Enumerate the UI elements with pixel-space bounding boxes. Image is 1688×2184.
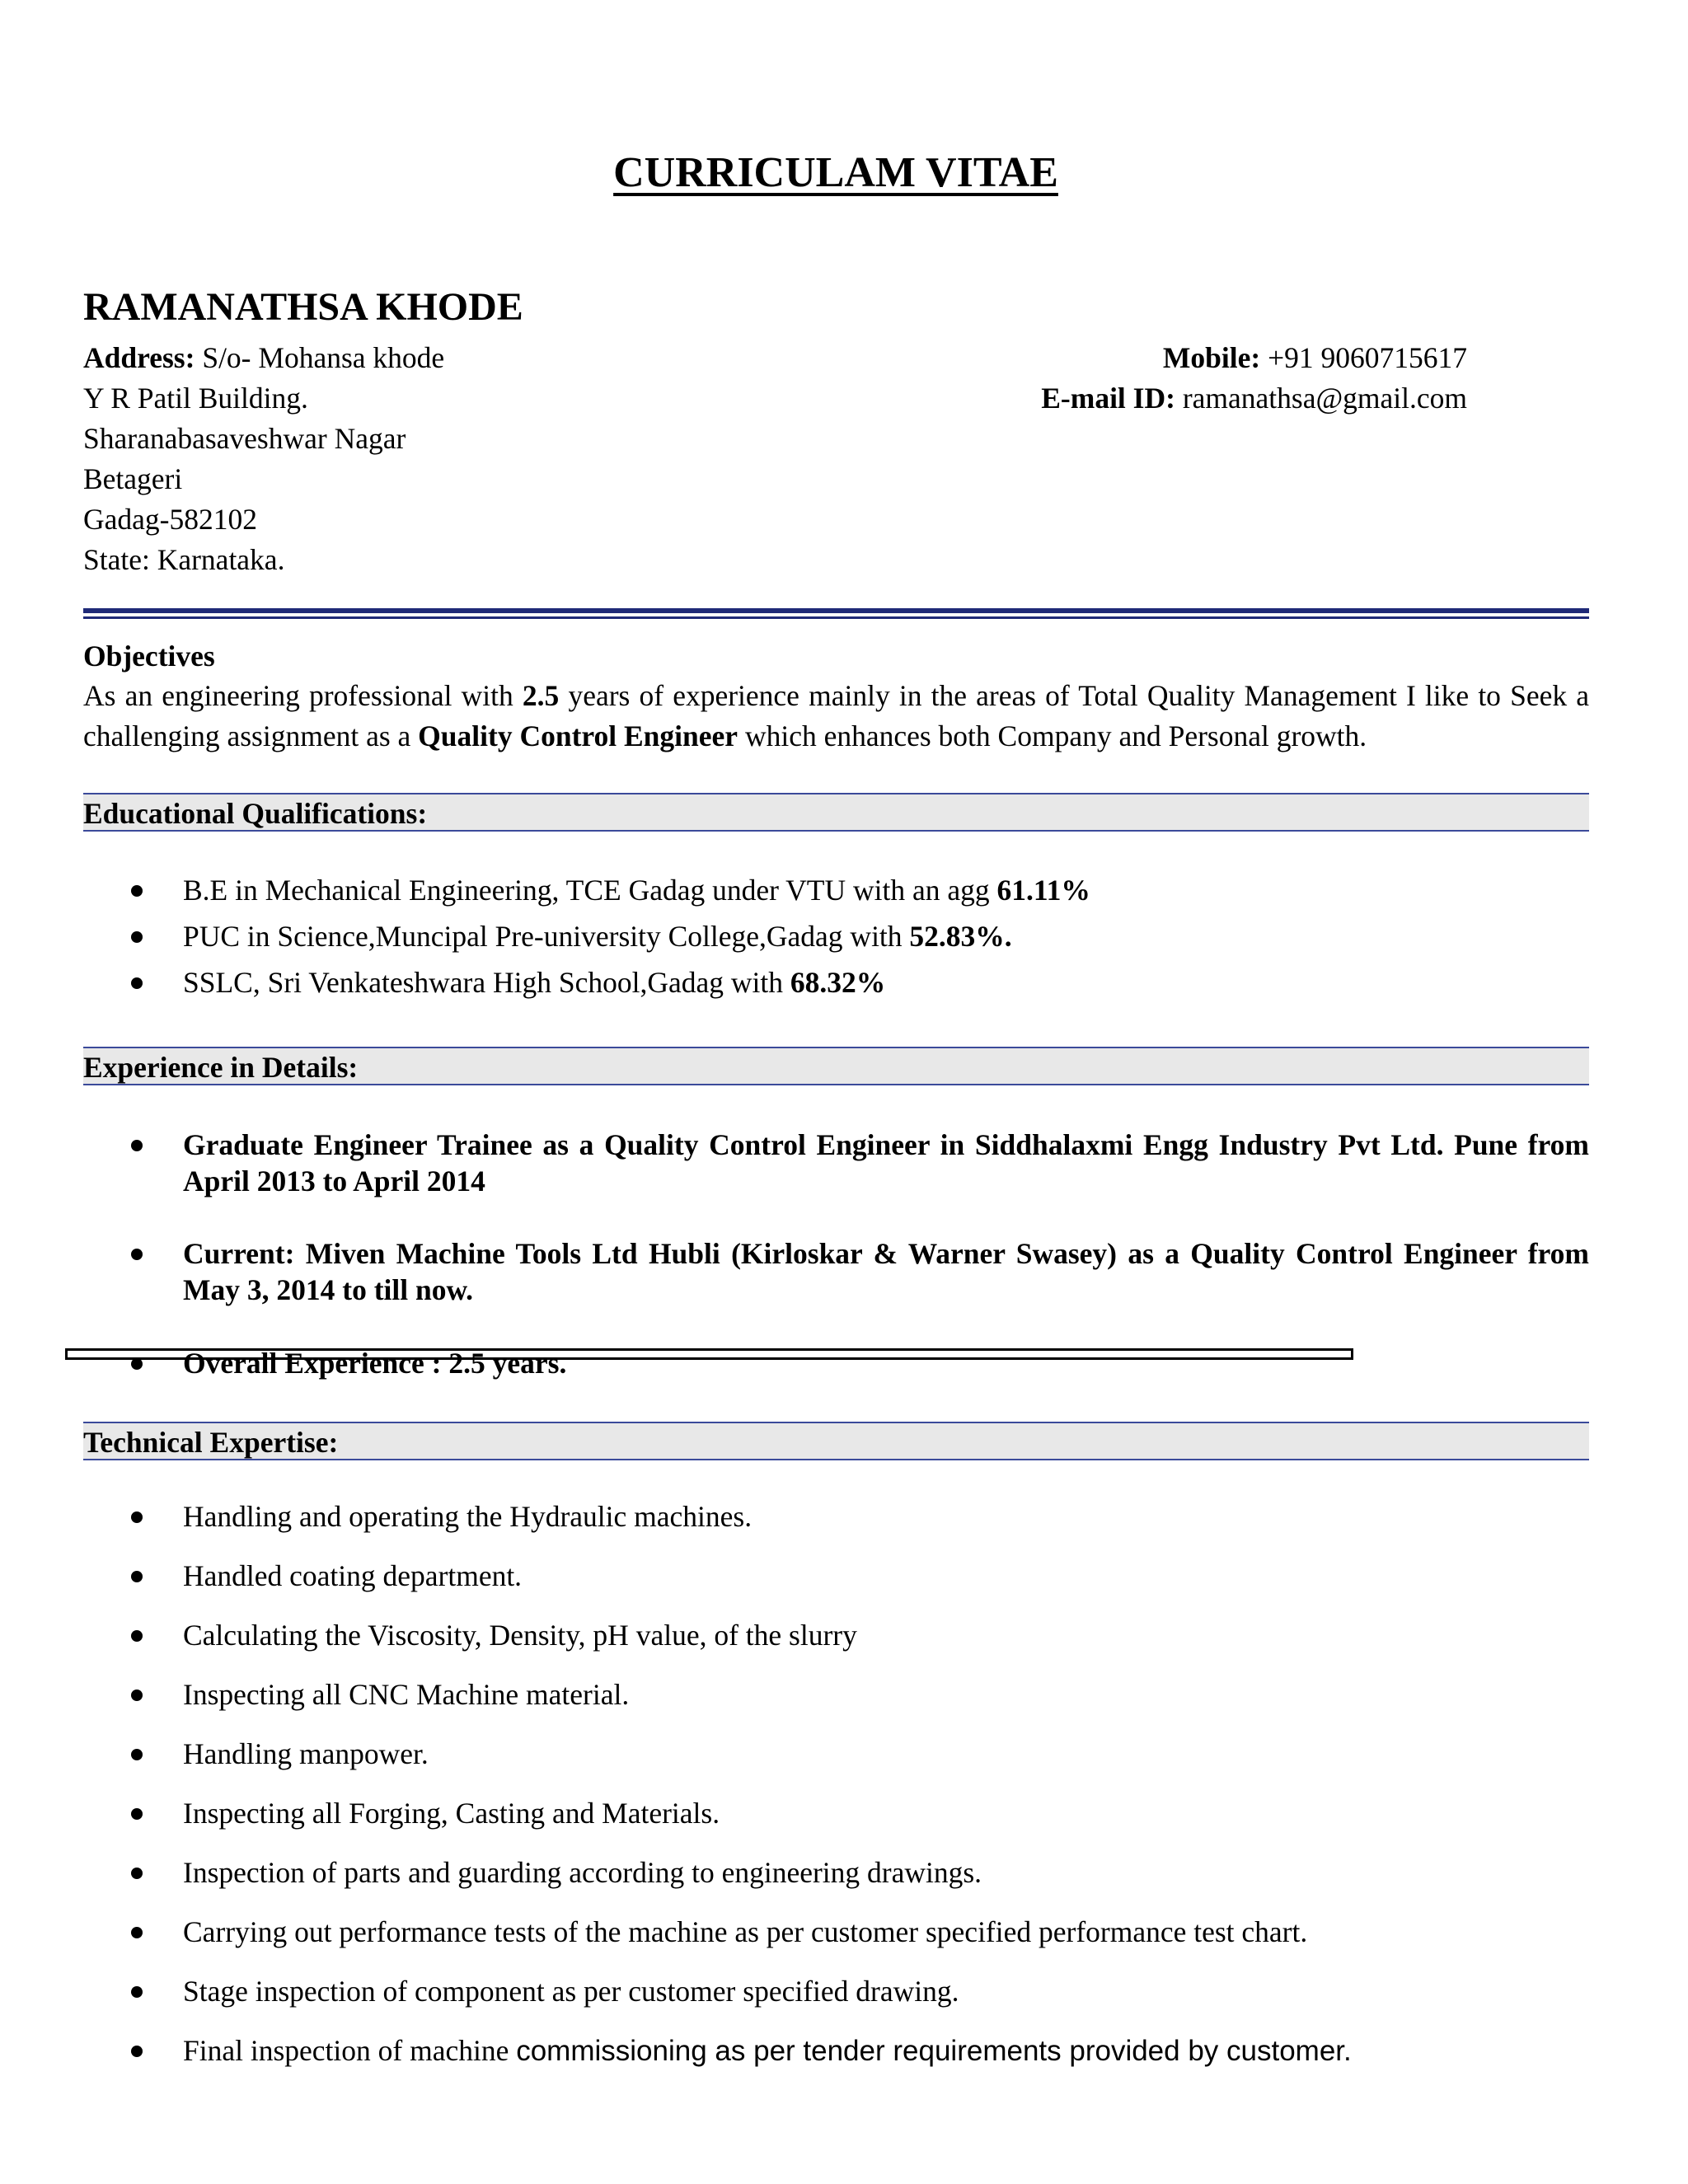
mobile-label: Mobile: [1162,341,1261,374]
bullet-icon [131,885,143,897]
education-item-text: PUC in Science,Muncipal Pre-university College,Gadag with [183,920,910,953]
bullet-icon [131,1249,143,1260]
address-line-2: Y R Patil Building. [83,382,308,415]
technical-item: Stage inspection of component as per customer specified drawing. [183,1975,959,2008]
education-item [183,964,885,1001]
email-label: E-mail ID: [1041,382,1175,415]
technical-item: Handled coating department. [183,1559,523,1592]
objectives-years: 2.5 [522,679,560,712]
technical-item: Inspection of parts and guarding according to engineering drawings. [183,1856,982,1889]
objectives-role: Quality Control Engineer [418,719,738,752]
contact-block [1041,338,1467,419]
objectives-text-3: which enhances both Company and Personal growth. [738,719,1367,752]
technical-item: Inspecting all CNC Machine material. [183,1678,630,1711]
bullet-icon [131,977,143,989]
email-line [1041,378,1467,419]
technical-item: Handling and operating the Hydraulic machines. [183,1500,753,1533]
objectives-text-1: As an engineering professional with [83,679,523,712]
address-line-1: S/o- Mohansa khode [195,341,445,374]
bullet-icon [131,1927,143,1938]
experience-item: Current: Miven Machine Tools Ltd Hubli (Kirloskar & Warner Swasey) as a Quality Control Engineer from May 3, 2014 to till now. [183,1237,1589,1306]
bullet-icon [131,1511,143,1523]
header-divider-thin [83,616,1589,619]
address-line-3: Sharanabasaveshwar Nagar [83,422,406,455]
objectives-paragraph [83,676,1589,757]
objectives-text-2: years of experience mainly in the areas of Total Quality Management I like to Seek a challenging assignment as a [83,679,1590,752]
education-item [183,872,1090,908]
bullet-icon [131,931,143,943]
header-divider-thick [83,608,1589,613]
experience-heading: Experience in Details: [83,1051,359,1084]
education-item-score: 61.11% [996,874,1090,907]
address-block [83,338,444,580]
education-item-text: SSLC, Sri Venkateshwara High School,Gadag with [183,966,790,999]
technical-item-final-b: commissioning as per tender requirements provided by customer. [516,2035,1352,2067]
education-item-score: 52.83%. [909,920,1012,953]
candidate-name: RAMANATHSA KHODE [83,285,523,329]
technical-item: Carrying out performance tests of the machine as per customer specified performance test chart. [183,1915,1308,1948]
education-item [183,918,1012,954]
education-item-score: 68.32% [790,966,886,999]
bullet-icon [131,1630,143,1642]
mobile-line [1041,338,1467,378]
bullet-icon [131,1571,143,1582]
technical-heading: Technical Expertise: [83,1426,339,1459]
technical-item: Calculating the Viscosity, Density, pH value, of the slurry [183,1619,857,1652]
address-line-6: State: Karnataka. [83,543,285,576]
bullet-icon [131,1140,143,1151]
bullet-icon [131,2046,143,2057]
technical-item-final-a: Final inspection of machine [183,2034,517,2067]
education-section-header [83,793,1589,832]
technical-item: Handling manpower. [183,1737,429,1770]
address-label: Address: [83,341,195,374]
bullet-icon [131,1749,143,1760]
page-title: CURRICULAM VITAE [613,149,1058,196]
technical-section-header [83,1422,1589,1460]
objectives-heading: Objectives [83,640,215,673]
address-line-5: Gadag-582102 [83,503,257,536]
education-item-text: B.E in Mechanical Engineering, TCE Gadag under VTU with an agg [183,874,997,907]
bullet-icon [131,1868,143,1879]
experience-item-overall: Overall Experience : 2.5 years. [183,1347,567,1380]
bullet-icon [131,1808,143,1820]
mobile-number: +91 9060715617 [1260,341,1467,374]
email-address: ramanathsa@gmail.com [1175,382,1467,415]
bullet-icon [131,1986,143,1998]
overlay-box [65,1348,1353,1360]
bullet-icon [131,1358,143,1370]
experience-section-header [83,1047,1589,1085]
technical-item-final [183,2032,1352,2069]
education-heading: Educational Qualifications: [83,797,428,830]
address-line-4: Betageri [83,462,183,495]
experience-item: Graduate Engineer Trainee as a Quality Control Engineer in Siddhalaxmi Engg Industry Pvt Ltd. Pune from April 2013 to April 2014 [183,1128,1589,1197]
technical-item: Inspecting all Forging, Casting and Materials. [183,1797,720,1830]
bullet-icon [131,1690,143,1701]
